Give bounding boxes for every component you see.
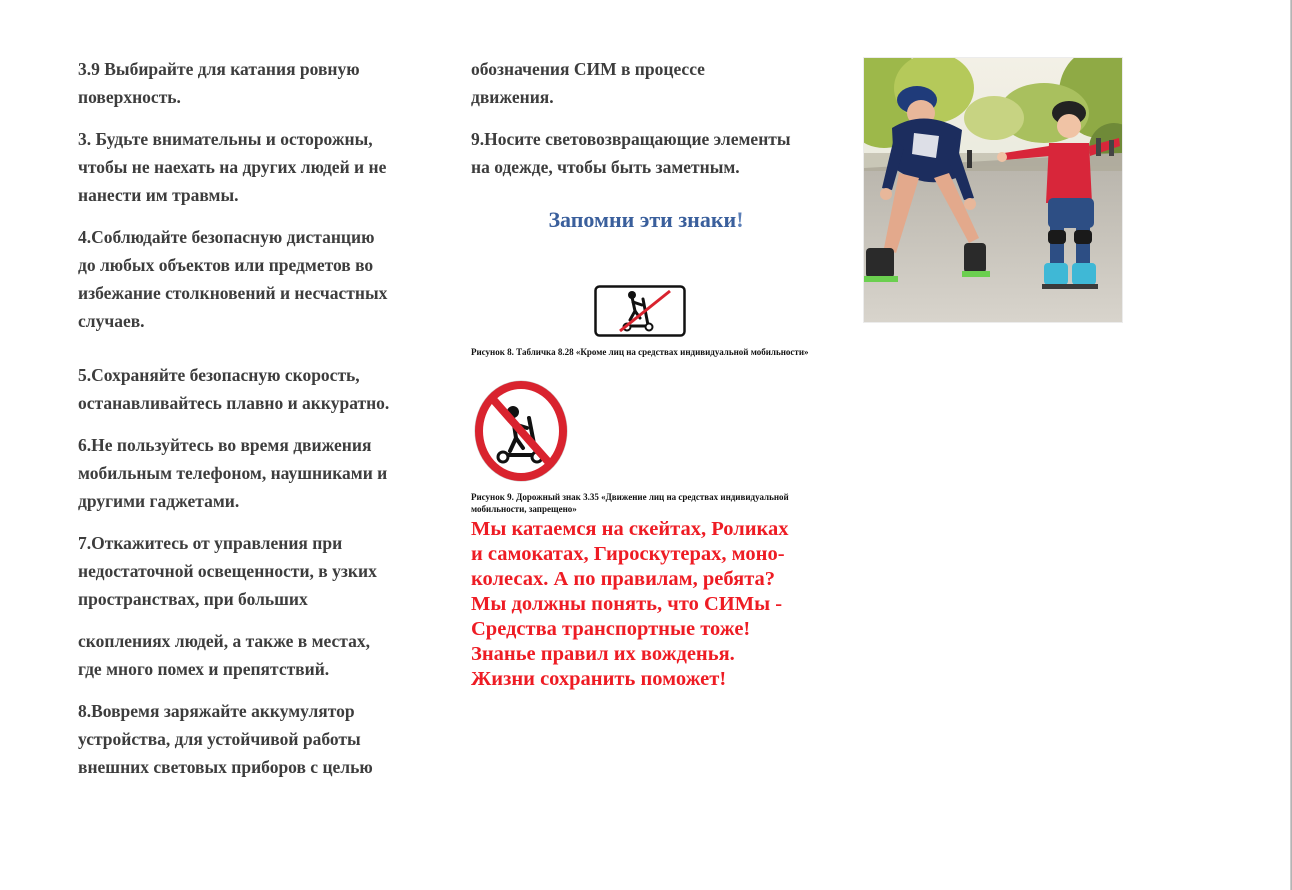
signs-title-excl: ! <box>736 207 744 232</box>
rule-3-9: 3.9 Выбирайте для катания ровную поверхность. <box>78 59 360 107</box>
no-scooter-plate-icon <box>594 285 686 337</box>
rule-7-part-2: скоплениях людей, а также в местах, где много помех и препятствий. <box>78 631 370 679</box>
middle-column <box>471 55 821 692</box>
rule-5: 5.Сохраняйте безопасную скорость, останавливайтесь плавно и аккуратно. <box>78 365 390 413</box>
signs-title <box>471 207 821 233</box>
rollerblading-photo <box>863 57 1123 323</box>
rule-9: 9.Носите световозвращающие элементы на одежде, чтобы быть заметным. <box>471 129 791 177</box>
road-sign <box>473 378 571 487</box>
left-column <box>78 55 423 795</box>
rule-7-part-1: 7.Откажитесь от управления при недостаточной освещенности, в узких пространствах, при больших <box>78 533 377 609</box>
no-scooter-road-sign-icon <box>473 378 571 482</box>
rule-6: 6.Не пользуйтесь во время движения мобильным телефоном, наушниками и другими гаджетами. <box>78 435 388 511</box>
road-sign-caption: Рисунок 9. Дорожный знак 3.35 «Движение лиц на средствах индивидуальной мобильности, запрещено» <box>471 492 789 514</box>
plate-sign <box>594 285 686 342</box>
rule-4: 4.Соблюдайте безопасную дистанцию до любых объектов или предметов во избежание столкновений и несчастных случаев. <box>78 227 388 331</box>
poem: Мы катаемся на скейтах, Роликах и самокатах, Гироскутерах, моно- колесах. А по правилам, ребята? Мы должны понять, что СИМы - Средства транспортные тоже! Знанье правил их вожденья. Жизни сохранить поможет! <box>471 518 789 690</box>
rule-8-continued: обозначения СИМ в процессе движения. <box>471 59 705 107</box>
plate-caption: Рисунок 8. Табличка 8.28 «Кроме лиц на средствах индивидуальной мобильности» <box>471 347 809 357</box>
rule-3: 3. Будьте внимательны и осторожны, чтобы не наехать на других людей и не нанести им травмы. <box>78 129 387 205</box>
right-column <box>863 57 1121 328</box>
rule-8: 8.Вовремя заряжайте аккумулятор устройства, для устойчивой работы внешних световых приборов с целью <box>78 701 373 777</box>
signs-title-text: Запомни эти знаки <box>548 207 737 232</box>
